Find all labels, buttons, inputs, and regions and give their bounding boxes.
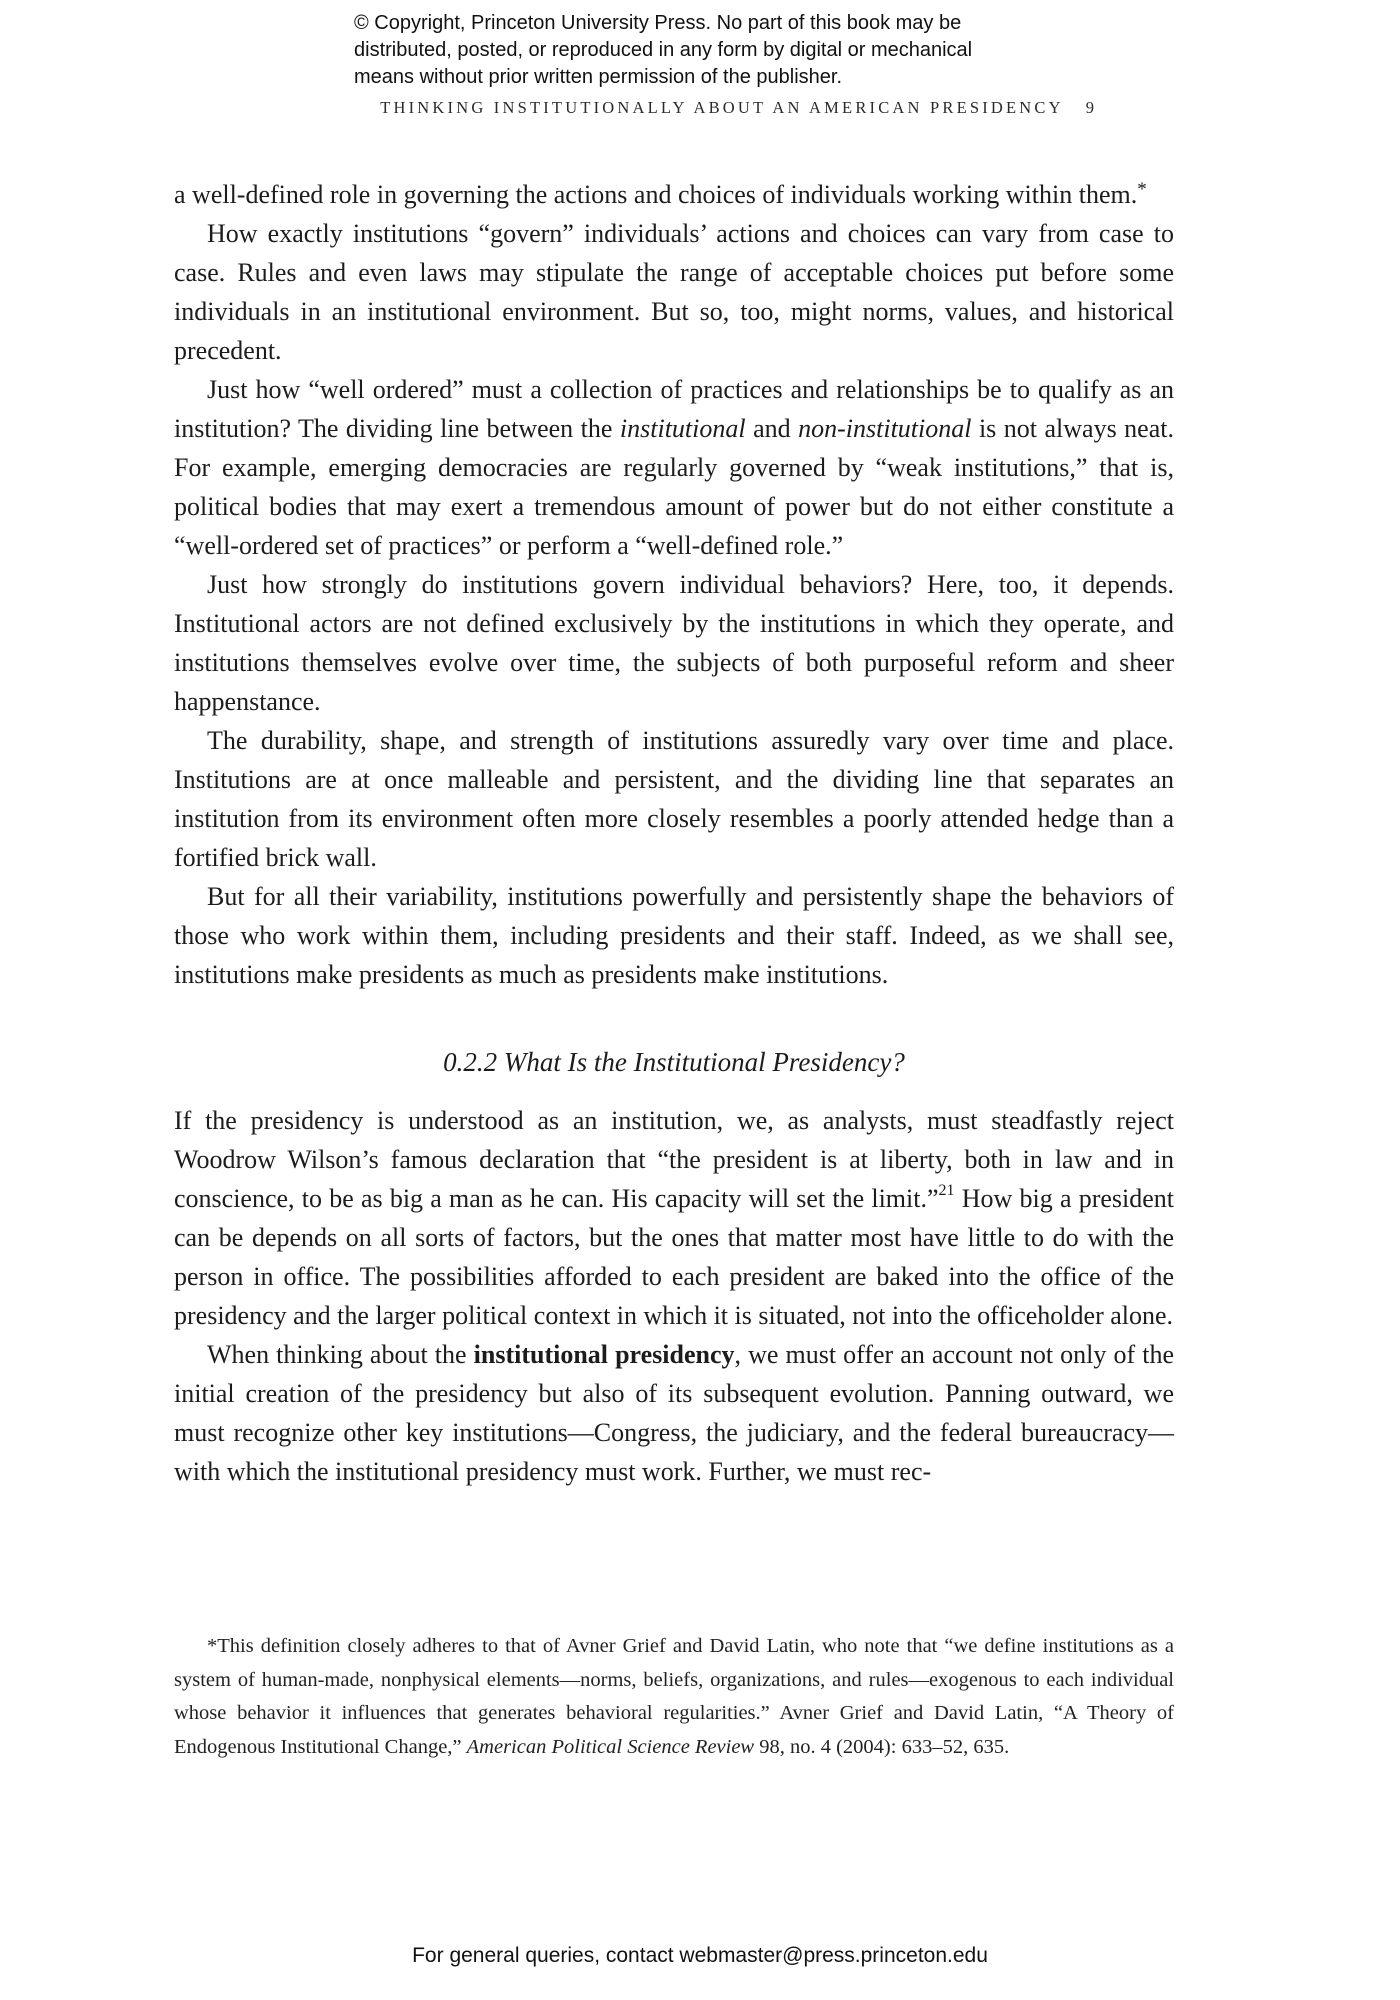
- footnote-paragraph: [174, 1630, 1174, 1764]
- paragraph: Just how strongly do institutions govern individual behaviors? Here, too, it depends. Institutional actors are not defined exclusively by the institutions in which they operate, and institutions themselves evolve over time, the subjects of both purposeful reform and sheer happenstance.: [174, 570, 1174, 716]
- page-number: 9: [1085, 98, 1094, 117]
- contact-footer: For general queries, contact webmaster@press.princeton.edu: [412, 1944, 988, 1967]
- paragraph: How exactly institutions “govern” individuals’ actions and choices can vary from case to case. Rules and even laws may stipulate the range of acceptable choices put before some individuals in an institutional environment. But so, too, might norms, values, and historical precedent.: [174, 219, 1174, 365]
- running-head-title: THINKING INSTITUTIONALLY ABOUT AN AMERICAN PRESIDENCY: [380, 98, 1064, 117]
- paragraph-text: is not always neat. For example, emerging democracies are regularly governed by “weak institutions,” that is, political bodies that may exert a tremendous amount of power but do not either constitute a “well-ordered set of practices” or perform a “well-defined role.”: [174, 414, 1174, 560]
- paragraph: The durability, shape, and strength of institutions assuredly vary over time and place. Institutions are at once malleable and persistent, and the dividing line that separates an institution from its environment often more closely resembles a poorly attended hedge than a fortified brick wall.: [174, 726, 1174, 872]
- main-text: [174, 170, 1174, 1491]
- key-term: institutional presidency: [473, 1340, 735, 1369]
- footnote-text: 98, no. 4 (2004): 633–52, 635.: [754, 1735, 1010, 1758]
- paragraph-text: a well-defined role in governing the actions and choices of individuals working within them.: [174, 180, 1138, 209]
- footnote: [174, 1630, 1174, 1764]
- paragraph-text: , we must offer an account not only of the initial creation of the presidency but also of its subsequent evolution. Panning outward, we must recognize other key institutions—Congress, the judiciary, and the federal bureaucracy—with which the institutional presidency must work. Further, we must rec-: [174, 1340, 1174, 1486]
- italic-term: non-institutional: [798, 414, 972, 443]
- footnote-text: This definition closely adheres to that of Avner Grief and David Latin, who note that “we define institutions as a system of human-made, nonphysical elements—norms, beliefs, organizations, and rules—exogenous to each individual whose behavior it influences that generates behavioral regularities.” Avner Grief and David Latin, “A Theory of Endogenous Institutional Change,”: [174, 1635, 1174, 1758]
- italic-term: institutional: [619, 414, 746, 443]
- paragraph: [174, 370, 1174, 565]
- paragraph: [174, 1101, 1174, 1335]
- copyright-line-1: © Copyright, Princeton University Press. No part of this book may be: [354, 12, 962, 34]
- paragraph: [174, 1335, 1174, 1491]
- paragraph-text: and: [745, 414, 799, 443]
- paragraph: [174, 170, 1174, 214]
- journal-title: American Political Science Review: [466, 1735, 755, 1758]
- running-head: [174, 98, 1094, 118]
- copyright-line-3: means without prior written permission of the publisher.: [354, 66, 843, 88]
- copyright-notice: [354, 10, 1114, 91]
- paragraph-text: When thinking about the: [207, 1340, 474, 1369]
- section-heading: 0.2.2 What Is the Institutional Presidency?: [443, 1047, 905, 1077]
- paragraph-text: Just how “well ordered” must a collection of practices and relationships be to qualify as an institution? The dividing line between the: [174, 375, 1174, 443]
- paragraph-text: How big a president can be depends on all sorts of factors, but the ones that matter most have little to do with the person in office. The possibilities afforded to each president are baked into the office of the presidency and the larger political context in which it is situated, not into the officeholder alone.: [174, 1184, 1175, 1330]
- paragraph-text: If the presidency is understood as an institution, we, as analysts, must steadfastly reject Woodrow Wilson’s famous declaration that “the president is at liberty, both in law and in conscience, to be as big a man as he can. His capacity will set the limit.”: [174, 1106, 1174, 1213]
- footnote-marker: *: [207, 1635, 218, 1657]
- paragraph: But for all their variability, institutions powerfully and persistently shape the behaviors of those who work within them, including presidents and their staff. Indeed, as we shall see, institutions make presidents as much as presidents make institutions.: [174, 882, 1174, 989]
- footnote-marker: *: [1137, 179, 1147, 200]
- endnote-reference[interactable]: 21: [938, 1182, 955, 1199]
- copyright-line-2: distributed, posted, or reproduced in any form by digital or mechanical: [354, 39, 973, 61]
